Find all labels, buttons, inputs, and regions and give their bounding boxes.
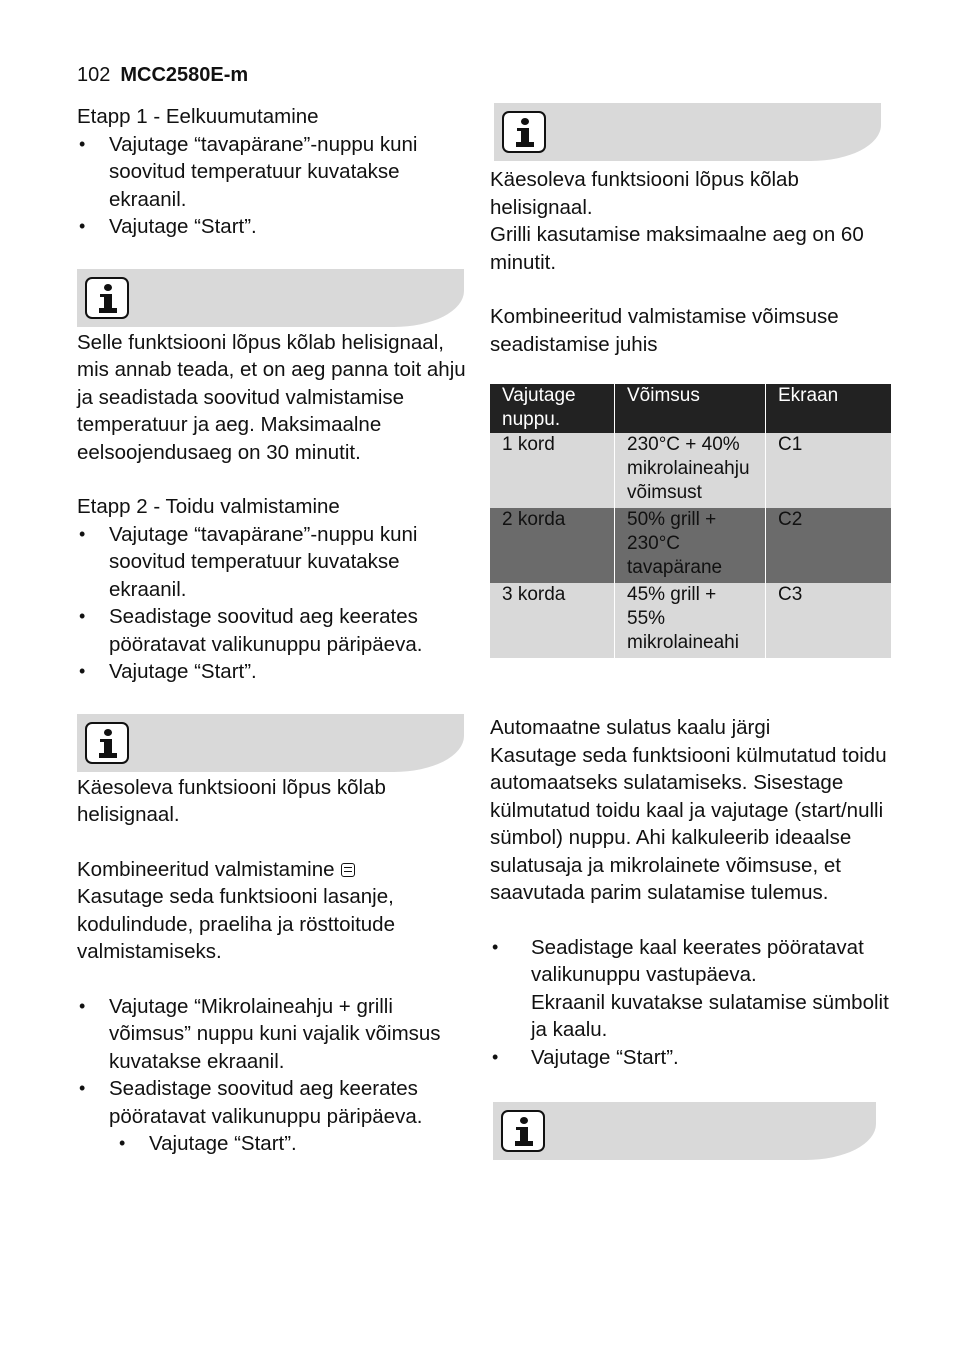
table-row <box>490 508 891 583</box>
page-header <box>77 64 248 87</box>
list-item: • Vajutage “tavapärane”-nuppu kuni soovitud temperatuur kuvatakse ekraanil. <box>77 131 472 214</box>
table-header: Vajutage nuppu. <box>490 384 615 433</box>
defrost-text: Kasutage seda funktsiooni külmutatud toidu automaatseks sulatamiseks. Sisestage külmutatud toidu kaal ja vajutage (start/nulli sümbol) nuppu. Ahi kalkuleerib ideaalse sulatusaja ja mikrolainete võimsuse, et saavutada parim sulatamise tulemus. <box>490 743 887 904</box>
list-item: • Vajutage “Start”. <box>490 1044 890 1072</box>
info-icon <box>501 1110 545 1152</box>
defrost-bullet-1: Seadistage kaal keerates pööratavat valikunuppu vastupäeva. <box>531 935 864 986</box>
info-icon <box>502 111 546 153</box>
model-name: MCC2580E-m <box>120 64 249 86</box>
list-item: • Seadistage soovitud aeg keerates pööratavat valikunuppu päripäeva. <box>77 603 472 658</box>
table-cell: 45% grill + 55% mikrolaineahi <box>615 583 766 658</box>
list-item: • Seadistage soovitud aeg keerates pööratavat valikunuppu päripäeva. <box>77 1075 472 1130</box>
combo-title-text: Kombineeritud valmistamine <box>77 857 335 881</box>
table-cell: C3 <box>766 583 892 658</box>
table-cell: C2 <box>766 508 892 583</box>
step1-list <box>77 131 472 241</box>
table-cell: 230°C + 40% mikrolaineahju võimsust <box>615 433 766 508</box>
table-cell: 1 kord <box>490 433 615 508</box>
combo-text: Kasutage seda funktsiooni lasanje, kodulindude, praeliha ja rösttoitude valmistamiseks. <box>77 885 395 963</box>
defrost-list <box>490 934 890 1072</box>
list-item: • Vajutage “Mikrolaineahju + grilli võimsus” nuppu kuni vajalik võimsus kuvatakse ekraanil. <box>77 993 472 1076</box>
info1-text: Selle funktsiooni lõpus kõlab helisignaal, mis annab teada, et on aeg panna toit ahju ja seadistada soovitud valmistamise temperatuur ja aeg. Maksimaalne eelsoojendusaeg on 30 minutit. <box>77 330 466 464</box>
table-title: Kombineeritud valmistamise võimsuse seadistamise juhis <box>490 305 839 356</box>
power-table <box>490 384 891 658</box>
list-item: • Vajutage “Start”. <box>77 658 472 686</box>
table-cell: 50% grill + 230°C tavapärane <box>615 508 766 583</box>
step1-title: Etapp 1 - Eelkuumutamine <box>77 105 319 128</box>
table-row <box>490 583 891 658</box>
table-cell: 2 korda <box>490 508 615 583</box>
info-box <box>493 1102 876 1160</box>
table-header: Võimsus <box>615 384 766 433</box>
combo-mode-icon <box>341 863 355 877</box>
info-box <box>77 269 464 327</box>
list-item: • Vajutage “Start”. <box>77 213 472 241</box>
list-item: • Vajutage “Start”. <box>77 1130 472 1158</box>
info-box <box>494 103 881 161</box>
page-number: 102 <box>77 64 111 86</box>
info3-text-1: Käesoleva funktsiooni lõpus kõlab helisignaal. <box>490 168 799 219</box>
right-column <box>490 103 890 1160</box>
table-row <box>490 433 891 508</box>
table-cell: C1 <box>766 433 892 508</box>
info3-text-2: Grilli kasutamise maksimaalne aeg on 60 minutit. <box>490 223 864 274</box>
list-item <box>490 934 890 1044</box>
table-header: Ekraan <box>766 384 892 433</box>
table-cell: 3 korda <box>490 583 615 658</box>
step2-title: Etapp 2 - Toidu valmistamine <box>77 495 340 518</box>
combo-title <box>77 856 472 884</box>
info-icon <box>85 277 129 319</box>
info-icon <box>85 722 129 764</box>
list-item: • Vajutage “tavapärane”-nuppu kuni soovitud temperatuur kuvatakse ekraanil. <box>77 521 472 604</box>
left-column <box>77 103 472 1158</box>
defrost-title: Automaatne sulatus kaalu järgi <box>490 716 771 739</box>
step2-list <box>77 521 472 686</box>
info2-text: Käesoleva funktsiooni lõpus kõlab helisignaal. <box>77 775 386 826</box>
defrost-bullet-1-continuation: Ekraanil kuvatakse sulatamise sümbolit ja kaalu. <box>531 990 889 1041</box>
info-box <box>77 714 464 772</box>
combo-list <box>77 993 472 1158</box>
